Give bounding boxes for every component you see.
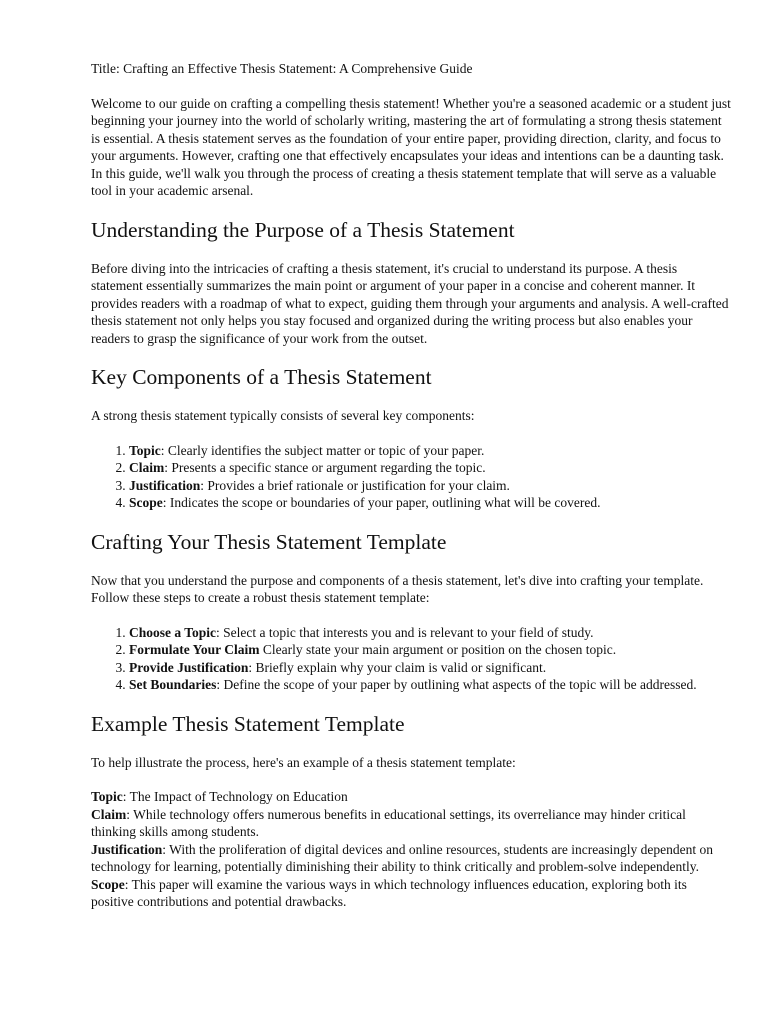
purpose-heading: Understanding the Purpose of a Thesis Statement xyxy=(91,217,515,242)
list-item: 1. Choose a Topic: Select a topic that interests you and is relevant to your field of study. xyxy=(129,624,731,642)
document-page xyxy=(91,60,731,911)
purpose-paragraph: Before diving into the intricacies of crafting a thesis statement, it's crucial to understand its purpose. A thesis statement essentially summarizes the main point or argument of your paper in a concise and coherent manner. It provides readers with a roadmap of what to expect, guiding them through your arguments and analysis. A well-crafted thesis statement not only helps you stay focused and organized during the writing process but also enables your readers to grasp the significance of your work from the outset. xyxy=(91,260,729,346)
example-row-claim: Claim: While technology offers numerous benefits in educational settings, its overreliance may hinder critical thinking skills among students. xyxy=(91,806,686,839)
list-item-text: Clearly state your main argument or position on the chosen topic. xyxy=(259,642,617,657)
example-term: Justification xyxy=(91,841,163,857)
example-term: Topic xyxy=(91,789,123,804)
example-template xyxy=(91,788,731,911)
list-item-term: Scope xyxy=(129,495,163,510)
document-title: Title: Crafting an Effective Thesis Statement: A Comprehensive Guide xyxy=(91,61,473,76)
components-heading: Key Components of a Thesis Statement xyxy=(91,365,432,389)
template-steps-list xyxy=(91,624,731,694)
list-item-term: Claim xyxy=(129,460,165,475)
template-heading: Crafting Your Thesis Statement Template xyxy=(91,529,447,554)
example-text: With the proliferation of digital devices and online resources, students are increasingly dependent on technology for learning, potentially diminishing their ability to think critically and problem-solve independently. xyxy=(91,841,713,874)
example-heading: Example Thesis Statement Template xyxy=(91,711,405,736)
list-item-text: Provides a brief rationale or justification for your claim. xyxy=(204,477,510,493)
list-item: 1. Topic: Clearly identifies the subject matter or topic of your paper. xyxy=(129,442,731,460)
list-item-term: Justification xyxy=(129,477,201,493)
list-item: 2. Claim: Presents a specific stance or argument regarding the topic. xyxy=(129,459,731,477)
example-text: The Impact of Technology on Education xyxy=(126,789,348,804)
list-item-term: Topic xyxy=(129,442,161,458)
list-item-term: Choose a Topic xyxy=(129,624,217,640)
list-item: 4. Set Boundaries: Define the scope of your paper by outlining what aspects of the topic will be addressed. xyxy=(129,676,731,694)
list-item: 3. Provide Justification: Briefly explain why your claim is valid or significant. xyxy=(129,659,731,677)
list-item-text: Define the scope of your paper by outlining what aspects of the topic will be addressed. xyxy=(220,677,697,692)
components-list xyxy=(91,442,731,512)
list-item-text: Select a topic that interests you and is relevant to your field of study. xyxy=(219,624,594,640)
example-text: While technology offers numerous benefits in educational settings, its overreliance may hinder critical thinking skills among students. xyxy=(91,806,686,839)
example-text: This paper will examine the various ways in which technology influences education, exploring both its positive contributions and potential drawbacks. xyxy=(91,876,687,909)
list-item: 4. Scope: Indicates the scope or boundaries of your paper, outlining what will be covered. xyxy=(129,494,731,512)
list-item-text: Presents a specific stance or argument regarding the topic. xyxy=(168,460,486,475)
example-intro: To help illustrate the process, here's an example of a thesis statement template: xyxy=(91,754,516,770)
example-row-scope: Scope: This paper will examine the various ways in which technology influences education, exploring both its positive contributions and potential drawbacks. xyxy=(91,876,687,909)
components-intro: A strong thesis statement typically consists of several key components: xyxy=(91,408,475,423)
list-item-text: Briefly explain why your claim is valid or significant. xyxy=(252,659,547,675)
list-item-text: Indicates the scope or boundaries of your paper, outlining what will be covered. xyxy=(166,495,601,510)
list-item-text: Clearly identifies the subject matter or topic of your paper. xyxy=(164,442,485,458)
list-item-term: Set Boundaries xyxy=(129,677,217,692)
template-intro: Now that you understand the purpose and components of a thesis statement, let's dive into crafting your template. Follow these steps to create a robust thesis statement template: xyxy=(91,572,704,605)
example-term: Claim xyxy=(91,806,127,822)
list-item: 3. Justification: Provides a brief rationale or justification for your claim. xyxy=(129,477,731,495)
example-row-justification: Justification: With the proliferation of digital devices and online resources, students are increasingly dependent on technology for learning, potentially diminishing their ability to think critically and problem-solve independently. xyxy=(91,841,713,874)
list-item-term: Formulate Your Claim xyxy=(129,642,260,657)
example-term: Scope xyxy=(91,876,125,892)
intro-paragraph: Welcome to our guide on crafting a compelling thesis statement! Whether you're a seasoned academic or a student just beginning your journey into the world of scholarly writing, mastering the art of formulating a strong thesis statement is essential. A thesis statement serves as the foundation of your entire paper, providing direction, clarity, and focus to your arguments. However, crafting one that effectively encapsulates your ideas and intentions can be a daunting task. In this guide, we'll walk you through the process of creating a thesis statement template that will serve as a valuable tool in your academic arsenal. xyxy=(91,95,731,198)
example-row-topic: Topic: The Impact of Technology on Education xyxy=(91,789,348,804)
list-item xyxy=(129,641,731,659)
list-item-term: Provide Justification xyxy=(129,659,249,675)
